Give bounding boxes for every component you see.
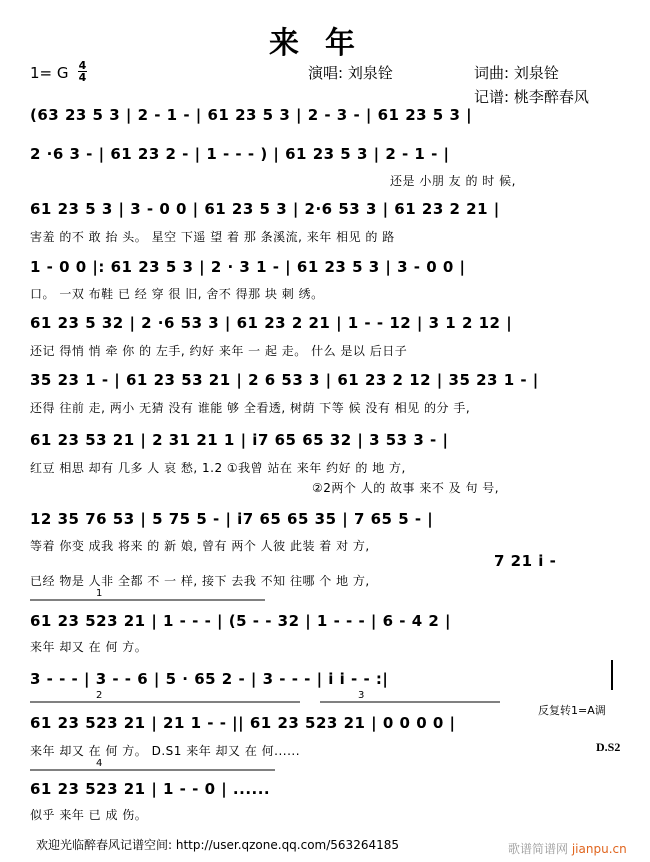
footer-text: 欢迎光临醉春风记谱空间: http://user.qzone.qq.com/563264185 [36, 838, 400, 852]
notation-row-11: 3 - - - | 3 - - 6 | 5 · 65 2 - | 3 - - - | i i - - :| [30, 670, 389, 688]
page-title: 来年 [269, 26, 381, 61]
volta-2-label: 2 [96, 690, 103, 701]
notation-row-13: 61 23 523 21 | 1 - - 0 | ...... [30, 780, 271, 798]
lyric-row-10: 来年 却又 在 何 方。 [30, 640, 148, 654]
transcriber-credit: 记谱: 桃李醉春风 [474, 88, 589, 106]
lyric-row-7: 红豆 相思 却有 几多 人 哀 愁, 1.2 ①我曾 站在 来年 约好 的 地 方, [30, 461, 406, 475]
notation-row-1: (63 23 5 3 | 2 - 1 - | 61 23 5 3 | 2 - 3 - | 61 23 5 3 | [30, 106, 473, 124]
ds2-mark: D.S2 [596, 740, 621, 754]
watermark [508, 840, 627, 857]
lyric-row-9: 已经 物是 人非 全都 不 一 样, 接下 去我 不知 往哪 个 地 方, [30, 574, 370, 588]
notation-row-4: 1 - 0 0 |: 61 23 5 3 | 2 · 3 1 - | 61 23 5 3 | 3 - 0 0 | [30, 258, 466, 276]
watermark-site: jianpu.cn [571, 842, 627, 856]
notation-row-8: 12 35 76 53 | 5 75 5 - | i7 65 65 35 | 7 65 5 - | [30, 510, 434, 528]
volta-4-label: 4 [96, 758, 103, 769]
notation-row-8-alt: 7 21 i - [494, 552, 557, 570]
lyric-row-2: 还是 小朋 友 的 时 候, [390, 174, 516, 188]
time-signature-top: 4 [78, 59, 87, 72]
lyric-row-6: 还得 往前 走, 两小 无猜 没有 谁能 够 全看透, 树荫 下等 候 没有 相见 的分 手, [30, 401, 471, 415]
repeat-note: 反复转1=A调 [538, 704, 606, 717]
notation-row-12: 61 23 523 21 | 21 1 - - || 61 23 523 21 | 0 0 0 0 | [30, 714, 456, 732]
notation-row-6: 35 23 1 - | 61 23 53 21 | 2 6 53 3 | 61 23 2 12 | 35 23 1 - | [30, 371, 539, 389]
lyric-row-4: 口。 一双 布鞋 已 经 穿 很 旧, 舍不 得那 块 刺 绣。 [30, 287, 324, 301]
notation-row-5: 61 23 5 32 | 2 ·6 53 3 | 61 23 2 21 | 1 - - 12 | 3 1 2 12 | [30, 314, 513, 332]
watermark-prefix: 歌谱简谱网 [508, 842, 569, 856]
lyric-row-7-verse-2: ②2两个 人的 故事 来不 及 句 号, [312, 481, 500, 495]
singer-credit: 演唱: 刘泉铨 [308, 64, 393, 82]
notation-row-3: 61 23 5 3 | 3 - 0 0 | 61 23 5 3 | 2·6 53 3 | 61 23 2 21 | [30, 200, 500, 218]
lyric-row-5: 还记 得悄 悄 牵 你 的 左手, 约好 来年 一 起 走。 什么 是以 后日子 [30, 344, 408, 358]
notation-row-2: 2 ·6 3 - | 61 23 2 - | 1 - - - ) | 61 23 5 3 | 2 - 1 - | [30, 145, 450, 163]
lyric-row-3: 害羞 的不 敢 抬 头。 星空 下遥 望 着 那 条溪流, 来年 相见 的 路 [30, 230, 395, 244]
time-signature-bottom: 4 [78, 71, 87, 84]
volta-1-label: 1 [96, 588, 103, 599]
notation-row-10: 61 23 523 21 | 1 - - - | (5 - - 32 | 1 - - - | 6 - 4 2 | [30, 612, 452, 630]
composer-credit: 词曲: 刘泉铨 [474, 64, 559, 82]
key-signature: 1= G [30, 64, 69, 82]
notation-row-7: 61 23 53 21 | 2 31 21 1 | i7 65 65 32 | 3 53 3 - | [30, 431, 449, 449]
lyric-row-8: 等着 你变 成我 将来 的 新 娘, 曾有 两个 人彼 此装 着 对 方, [30, 539, 370, 553]
lyric-row-12: 来年 却又 在 何 方。 D.S1 来年 却又 在 何...... [30, 744, 301, 758]
lyric-row-13: 似乎 来年 已 成 伤。 [30, 808, 148, 822]
volta-3-label: 3 [358, 690, 365, 701]
